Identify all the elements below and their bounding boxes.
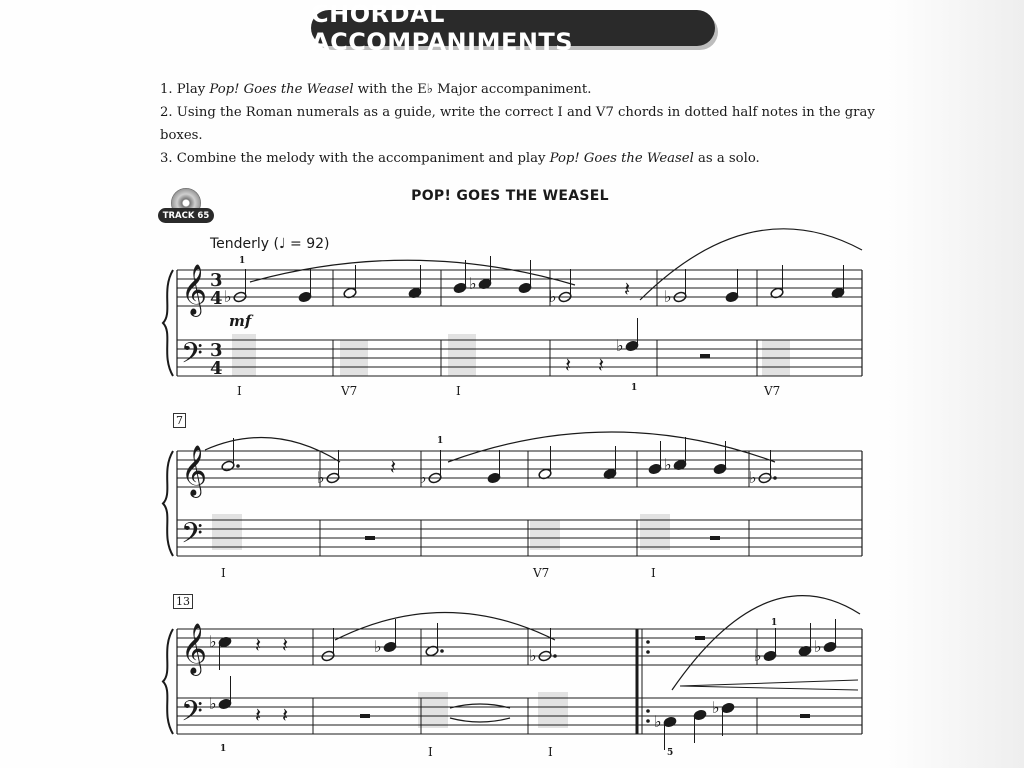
note-head (218, 698, 232, 710)
roman-numeral: V7 (533, 566, 550, 580)
repeat-dot (646, 650, 650, 654)
flat-sign: ♭ (712, 698, 720, 717)
flat-sign: ♭ (814, 637, 822, 656)
repeat-dot (646, 719, 650, 723)
roman-numeral: I (456, 384, 461, 398)
roman-numeral: V7 (341, 384, 358, 398)
note-head (518, 282, 532, 294)
slur (640, 229, 862, 300)
instruction-1: 1. Play Pop! Goes the Weasel with the E♭ Major accompaniment. (160, 82, 592, 97)
roman-numeral: I (651, 566, 656, 580)
whole-rest (360, 714, 370, 718)
tempo-marking: Tenderly (♩ = 92) (210, 236, 330, 252)
quarter-rest: 𝄽 (255, 633, 262, 657)
flat-sign: ♭ (549, 287, 557, 306)
hairpin (680, 686, 858, 690)
bass-clef: 𝄢 (181, 695, 203, 735)
whole-rest (700, 354, 710, 358)
flat-sign: ♭ (224, 287, 232, 306)
quarter-rest: 𝄽 (624, 277, 631, 301)
fingering: 1 (220, 744, 227, 754)
quarter-rest: 𝄽 (255, 703, 262, 727)
quarter-rest: 𝄽 (598, 353, 605, 377)
flat-sign: ♭ (664, 287, 672, 306)
tie (450, 718, 510, 722)
repeat-dot (646, 640, 650, 644)
whole-rest (800, 714, 810, 718)
note-head (298, 291, 312, 303)
flat-sign: ♭ (529, 646, 537, 665)
page-title: CHORDAL ACCOMPANIMENTS (311, 10, 715, 46)
quarter-rest: 𝄽 (390, 455, 397, 479)
note-head (487, 472, 501, 484)
flat-sign: ♭ (616, 336, 624, 355)
roman-numeral: I (237, 384, 242, 398)
dynamic-marking: mf (229, 312, 252, 330)
brace (163, 451, 173, 556)
flat-sign: ♭ (374, 637, 382, 656)
note-head (721, 702, 735, 714)
hairpin (680, 680, 858, 686)
note-head (663, 716, 677, 728)
time-signature: 3 (210, 340, 223, 361)
treble-clef: 𝄞 (181, 445, 208, 496)
slur (335, 613, 555, 641)
flat-sign: ♭ (469, 274, 477, 293)
augmentation-dot (440, 649, 444, 653)
bass-clef: 𝄢 (181, 337, 203, 377)
flat-sign: ♭ (209, 632, 217, 651)
fingering: 1 (239, 256, 246, 266)
note-head (823, 641, 837, 653)
whole-rest (710, 536, 720, 540)
augmentation-dot (773, 476, 777, 480)
brace (163, 270, 173, 376)
treble-clef: 𝄞 (181, 623, 208, 674)
slur (250, 260, 575, 285)
fingering: 1 (437, 436, 444, 446)
flat-sign: ♭ (419, 468, 427, 487)
roman-numeral: I (221, 566, 226, 580)
note-head (221, 460, 235, 472)
note-head (648, 463, 662, 475)
flat-sign: ♭ (749, 468, 757, 487)
note-head (383, 641, 397, 653)
flat-sign: ♭ (317, 468, 325, 487)
augmentation-dot (236, 464, 240, 468)
augmentation-dot (553, 654, 557, 658)
fingering: 5 (667, 748, 674, 758)
note-head (725, 291, 739, 303)
note-head (693, 709, 707, 721)
brace (163, 629, 173, 734)
note-head (713, 463, 727, 475)
quarter-rest: 𝄽 (282, 703, 289, 727)
roman-numeral: I (428, 745, 433, 759)
time-signature: 4 (210, 358, 223, 379)
note-head (625, 340, 639, 352)
whole-rest (365, 536, 375, 540)
measure-number: 13 (173, 594, 193, 609)
bass-clef: 𝄢 (181, 517, 203, 557)
whole-rest (695, 636, 705, 640)
flat-sign: ♭ (754, 646, 762, 665)
treble-clef: 𝄞 (181, 264, 208, 315)
measure-number: 7 (173, 413, 186, 428)
roman-numeral: I (548, 745, 553, 759)
time-signature: 4 (210, 288, 223, 309)
track-label: TRACK 65 (158, 208, 214, 223)
quarter-rest: 𝄽 (282, 633, 289, 657)
fingering: 1 (771, 618, 778, 628)
quarter-rest: 𝄽 (565, 353, 572, 377)
note-head (763, 650, 777, 662)
repeat-dot (646, 709, 650, 713)
flat-sign: ♭ (209, 694, 217, 713)
time-signature: 3 (210, 270, 223, 291)
song-title: POP! GOES THE WEASEL (411, 188, 609, 204)
flat-sign: ♭ (664, 455, 672, 474)
fingering: 1 (631, 383, 638, 393)
note-head (453, 282, 467, 294)
roman-numeral: V7 (764, 384, 781, 398)
flat-sign: ♭ (654, 712, 662, 731)
instruction-2: 2. Using the Roman numerals as a guide, write the correct I and V7 chords in dotted half notes in the gray boxes. (160, 105, 875, 143)
instruction-3: 3. Combine the melody with the accompaniment and play Pop! Goes the Weasel as a solo. (160, 151, 760, 166)
